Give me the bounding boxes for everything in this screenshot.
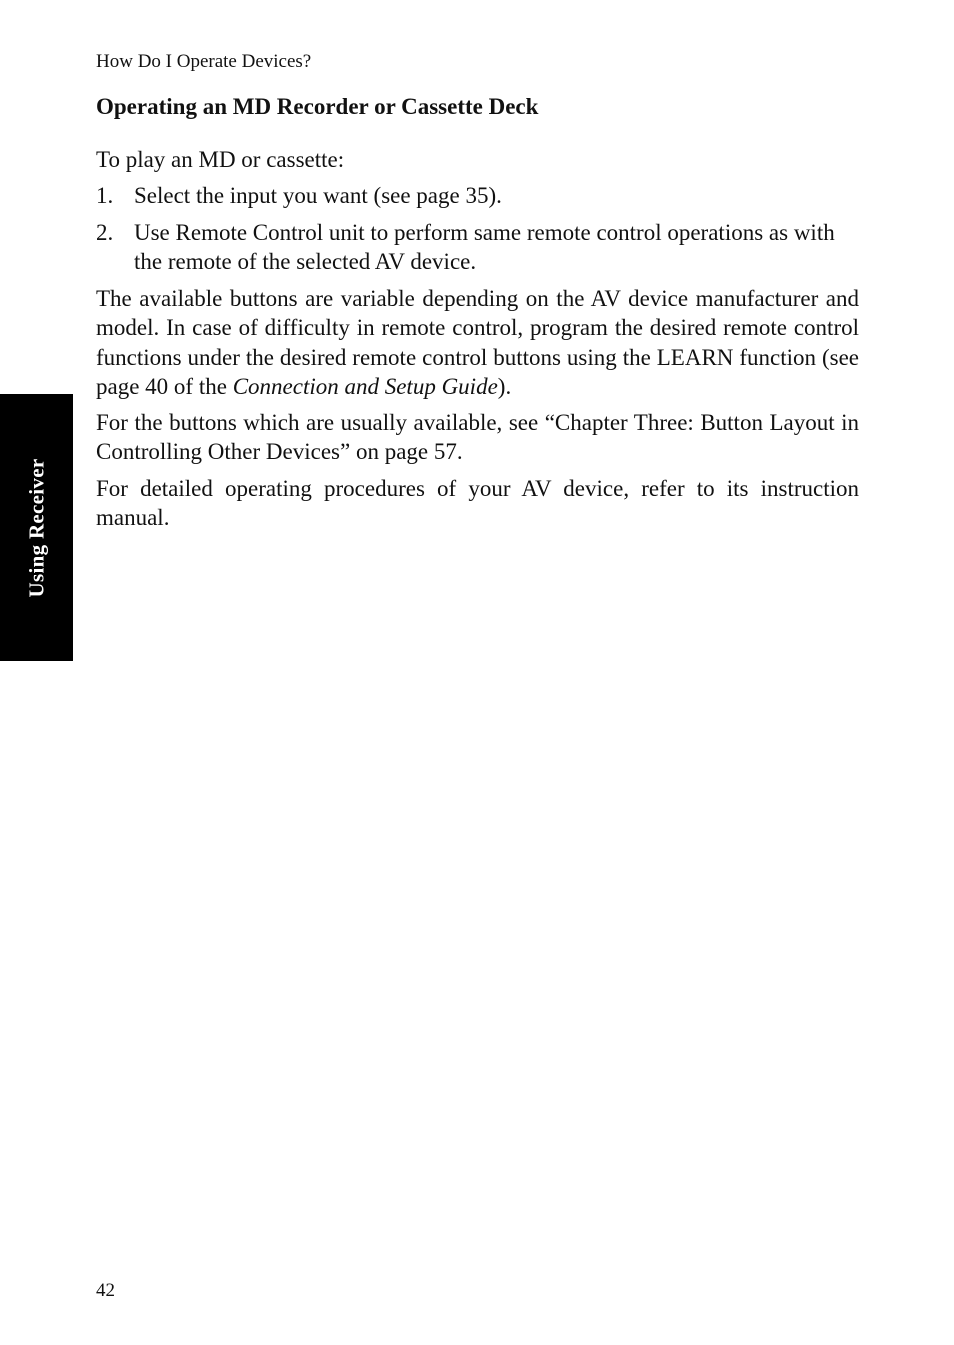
step-number: 2. <box>96 220 114 245</box>
intro-text: To play an MD or cassette: <box>96 147 345 172</box>
section-title: Operating an MD Recorder or Cassette Deck <box>96 94 539 119</box>
paragraph-button-layout: For the buttons which are usually available, see “Chapter Three: Button Layout in Controlling Other Devices” on page 57. <box>96 410 859 465</box>
side-tab <box>0 394 73 661</box>
paragraph-instruction-manual: For detailed operating procedures of your AV device, refer to its instruction manual. <box>96 476 859 531</box>
page-number: 42 <box>96 1280 115 1301</box>
step-number: 1. <box>96 183 114 208</box>
step-item <box>96 181 859 210</box>
side-tab-label: Using Receiver <box>24 458 48 597</box>
guide-title-emphasis: Connection and Setup Guide <box>232 373 498 399</box>
paragraph-text: The available buttons are variable depending on the AV device manufacturer and model. In case of difficulty in remote control, program the desired remote control functions under the desired remote control buttons using the LEARN function (see page 40 of the <box>96 286 859 399</box>
paragraph-learn-function <box>96 284 859 401</box>
running-header: How Do I Operate Devices? <box>96 51 312 72</box>
step-item <box>96 218 859 277</box>
step-text: Use Remote Control unit to perform same remote control operations as with the remote of the selected AV device. <box>134 220 835 275</box>
paragraph-text-end: ). <box>497 373 512 399</box>
step-text: Select the input you want (see page 35). <box>134 183 502 208</box>
